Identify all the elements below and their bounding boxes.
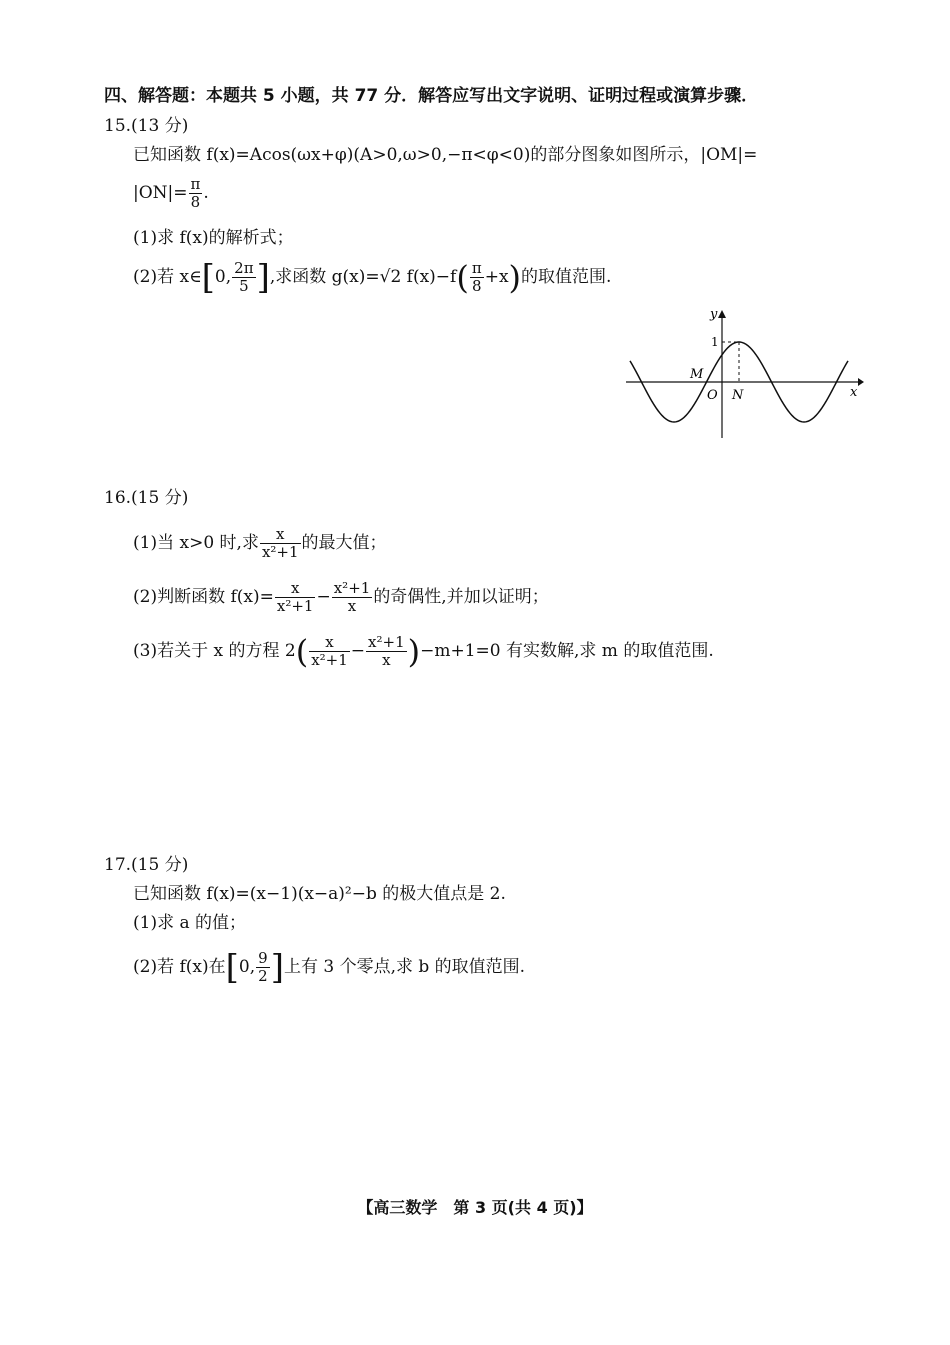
q16-p2-num1: x [275, 580, 316, 598]
one-label: 1 [711, 335, 719, 349]
q17-p2-left: 0, [238, 957, 256, 977]
q15-p2-paren-right: ) [508, 258, 522, 297]
q17-p2-fraction [256, 950, 270, 985]
q17-p2-den: 2 [258, 967, 268, 985]
q16-p3-fraction2 [366, 634, 407, 669]
q15-intro2-den: 8 [190, 193, 201, 211]
q16-part3 [133, 634, 714, 669]
section-header: 四、解答题：本题共 5 小题，共 77 分．解答应写出文字说明、证明过程或演算步骤． [104, 86, 759, 106]
o-label: O [707, 388, 718, 403]
q15-p2-post: 的取值范围. [521, 267, 612, 287]
q16-p2-fraction1 [275, 580, 316, 615]
q15-p2-inner-fraction [470, 260, 484, 295]
q16-p2-den2: x [347, 597, 357, 615]
q16-part2 [133, 580, 549, 615]
q16-p3-paren-right: ) [407, 632, 421, 671]
m-label: M [690, 367, 704, 382]
q17-p2-bracket-right: ] [270, 947, 284, 988]
q16-number: 16.(15 分) [104, 488, 189, 508]
q16-p3-minus: − [350, 641, 366, 661]
q16-p2-minus: − [316, 587, 331, 607]
q15-p2-fraction [232, 260, 255, 295]
q15-p2-bracket-right: ] [256, 257, 270, 298]
x-axis-arrow [858, 378, 864, 386]
q15-p2-bracket-left: [ [201, 257, 215, 298]
q15-intro2-post: . [203, 183, 209, 203]
q16-p2-num2: x²+1 [333, 579, 371, 597]
x-label: x [850, 385, 858, 400]
q15-intro: 已知函数 f(x)=Acos(ωx+φ)(A>0,ω>0,−π<φ<0)的部分图象如图所示，|OM|= [133, 145, 758, 165]
q17-number: 17.(15 分) [104, 855, 189, 875]
q16-p3-den2: x [382, 651, 391, 669]
q16-p3-den1: x²+1 [311, 651, 348, 669]
q16-p2-den1: x²+1 [276, 597, 314, 615]
q17-p2-bracket-left: [ [225, 947, 239, 988]
q15-intro2-pre: |ON|= [133, 183, 188, 203]
q16-p2-post: 的奇偶性,并加以证明； [373, 587, 549, 607]
q16-p1-fraction [260, 526, 301, 561]
q16-p3-paren-left: ( [295, 632, 309, 671]
q15-number: 15.(13 分) [104, 116, 189, 136]
q16-p3-num2: x²+1 [368, 633, 405, 651]
q15-p2-paren-left: ( [456, 258, 469, 297]
q17-p2-pre: (2)若 f(x)在 [133, 957, 226, 977]
q15-intro2-fraction [189, 176, 203, 211]
q15-part2 [133, 257, 612, 298]
q16-p1-post: 的最大值； [301, 533, 387, 553]
cosine-graph [622, 302, 867, 442]
q15-p2-pre: (2)若 x∈ [133, 267, 202, 287]
q15-p2-inner-num: π [471, 259, 482, 277]
q16-p2-pre: (2)判断函数 f(x)= [133, 587, 274, 607]
q15-p2-num: 2π [234, 259, 254, 277]
q15-p2-interval-left: 0, [214, 267, 232, 287]
q17-part2 [133, 947, 526, 988]
q16-p2-fraction2 [332, 580, 373, 615]
q17-p2-num: 9 [258, 949, 268, 967]
q16-p1-pre: (1)当 x>0 时,求 [133, 533, 259, 553]
q15-p2-inner-post: +x [484, 267, 509, 287]
q15-p2-inner-den: 8 [472, 277, 482, 295]
q16-p3-fraction1 [309, 634, 350, 669]
n-label: N [732, 388, 744, 403]
q15-part1: (1)求 f(x)的解析式； [133, 228, 294, 248]
q16-p3-post: −m+1=0 有实数解,求 m 的取值范围. [420, 641, 714, 661]
q16-p3-pre: (3)若关于 x 的方程 2 [133, 641, 296, 661]
q15-p2-den: 5 [239, 277, 249, 295]
q16-p1-num: x [260, 526, 301, 544]
q16-part1 [133, 526, 387, 561]
y-axis-arrow [718, 310, 726, 318]
y-label: y [710, 307, 718, 322]
q16-p3-num1: x [309, 634, 350, 652]
q15-intro-line2 [133, 176, 209, 211]
q15-p2-mid: ,求函数 g(x)=√2 f(x)−f [269, 267, 457, 287]
q17-p2-post: 上有 3 个零点,求 b 的取值范围. [283, 957, 526, 977]
q17-part1: (1)求 a 的值； [133, 913, 247, 933]
q17-intro: 已知函数 f(x)=(x−1)(x−a)²−b 的极大值点是 2. [133, 884, 506, 904]
q15-intro2-num: π [190, 175, 201, 193]
q16-p1-den: x²+1 [261, 543, 299, 561]
page-footer: 【高三数学 第 3 页(共 4 页)】 [357, 1198, 593, 1217]
